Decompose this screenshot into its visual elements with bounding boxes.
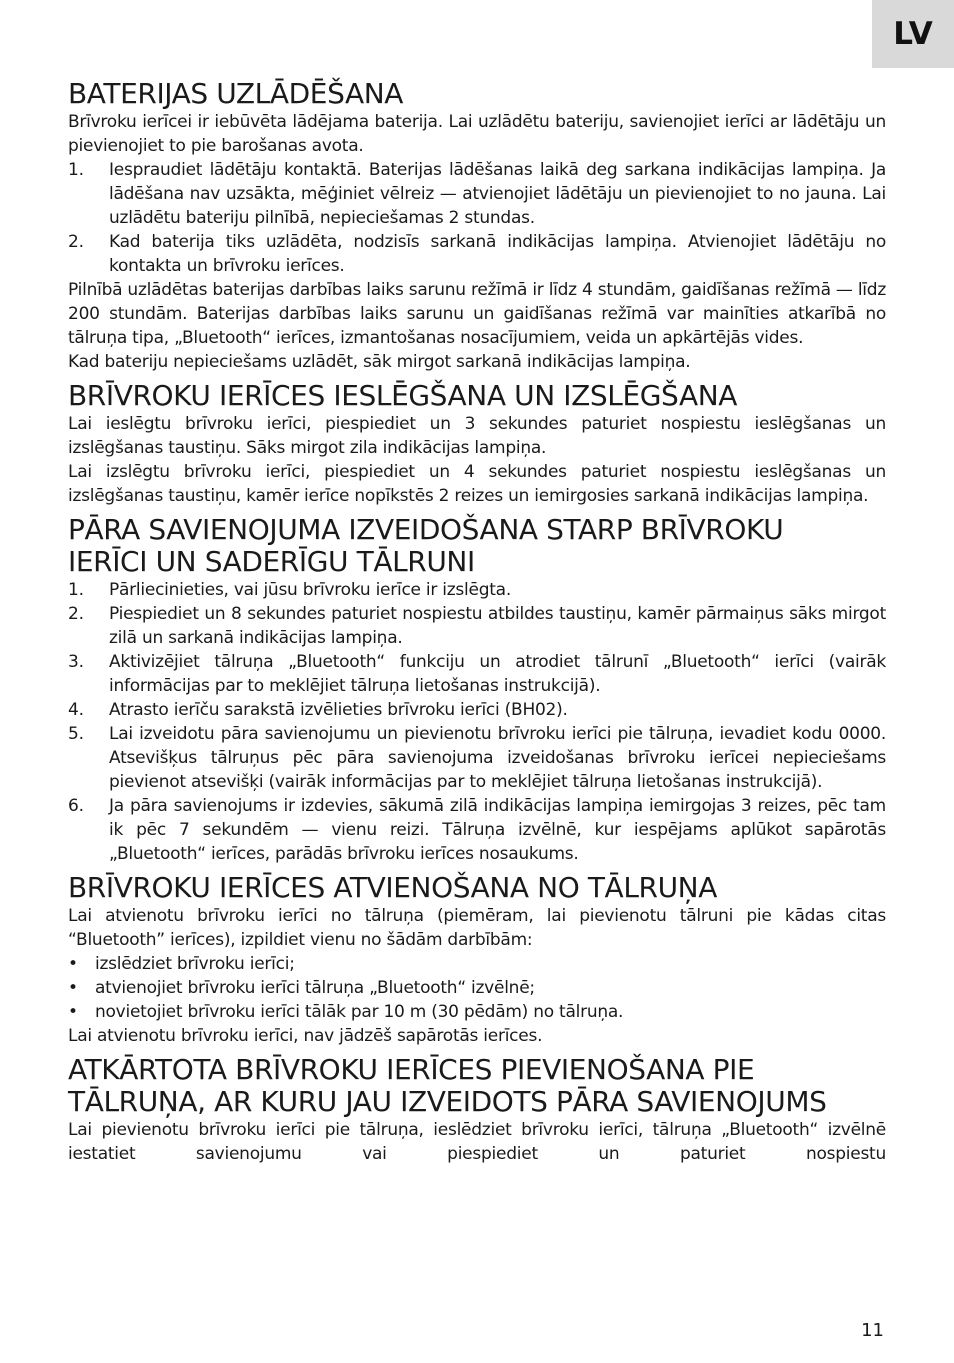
list-text: Lai izveidotu pāra savienojumu un pievienotu brīvroku ierīci pie tālruņa, ievadiet kodu 0000. Atsevišķus tālruņus pēc pāra savienojuma izveidošanas brīvroku ierīcei nepieciešams pievienot atsevišķi (vairāk informācijas par to meklējiet tālruņa lietošanas instrukcijā). [109, 724, 886, 792]
section-pairing [68, 514, 886, 866]
list-number: 5. [68, 724, 84, 744]
list-number: 4. [68, 700, 84, 720]
list-number: 2. [68, 232, 84, 252]
list-number: 1. [68, 160, 84, 180]
section-power-on-off [68, 380, 886, 508]
list-text: Aktivizējiet tālruņa „Bluetooth“ funkciju un atrodiet tālrunī „Bluetooth“ ierīci (vairāk informācijas par to meklējiet tālruņa lietošanas instrukcijā). [109, 652, 886, 696]
list-number: 2. [68, 604, 84, 624]
list-item [68, 952, 886, 976]
section-title-line: IERĪCI UN SADERĪGU TĀLRUNI [68, 545, 475, 578]
section-title-line: TĀLRUŅA, AR KURU JAU IZVEIDOTS PĀRA SAVIENOJUMS [68, 1085, 827, 1118]
list-number: 1. [68, 580, 84, 600]
list-item [68, 698, 886, 722]
paragraph: Lai atvienotu brīvroku ierīci, nav jādzēš sapārotās ierīces. [68, 1026, 543, 1046]
list-text: novietojiet brīvroku ierīci tālāk par 10 m (30 pēdām) no tālruņa. [95, 1002, 624, 1022]
list-item [68, 976, 886, 1000]
list-text: Iespraudiet lādētāju kontaktā. Baterijas lādēšanas laikā deg sarkana indikācijas lampiņa. Ja lādēšana nav uzsākta, mēģiniet vēlreiz — atvienojiet lādētāju un pievienojiet to no jauna. Lai uzlādētu bateriju pilnībā, nepieciešamas 2 stundas. [109, 160, 886, 228]
section-title: BRĪVROKU IERĪCES ATVIENOŠANA NO TĀLRUŅA [68, 871, 717, 904]
bullet-icon: • [68, 978, 78, 998]
list-text: Ja pāra savienojums ir izdevies, sākumā zilā indikācijas lampiņa iemirgojas 3 reizes, pēc tam ik pēc 7 sekundēm — vienu reizi. Tālruņa izvēlnē, kur iespējams aplūkot sapārotās „Bluetooth“ ierīces, parādās brīvroku ierīces nosaukums. [109, 796, 886, 864]
paragraph: Lai pievienotu brīvroku ierīci pie tālruņa, ieslēdziet brīvroku ierīci, tālruņa „Bluetooth“ izvēlnē iestatiet savienojumu vai piespiediet un paturiet nospiestu [68, 1120, 886, 1164]
list-text: Pārliecinieties, vai jūsu brīvroku ierīce ir izslēgta. [109, 580, 512, 600]
section-title-line: ATKĀRTOTA BRĪVROKU IERĪCES PIEVIENOŠANA PIE [68, 1053, 755, 1086]
list-text: Piespiediet un 8 sekundes paturiet nospiestu atbildes taustiņu, kamēr pārmaiņus sāks mirgot zilā un sarkanā indikācijas lampiņa. [109, 604, 886, 648]
section-title: BRĪVROKU IERĪCES IESLĒGŠANA UN IZSLĒGŠANA [68, 379, 737, 412]
numbered-list [68, 578, 886, 866]
section-title [68, 1054, 886, 1118]
bullet-icon: • [68, 1002, 78, 1022]
list-text: Atrasto ierīču sarakstā izvēlieties brīvroku ierīci (BH02). [109, 700, 568, 720]
paragraph: Kad bateriju nepieciešams uzlādēt, sāk mirgot sarkanā indikācijas lampiņa. [68, 352, 691, 372]
list-number: 6. [68, 796, 84, 816]
list-item [68, 602, 886, 650]
list-item [68, 794, 886, 866]
language-tab: LV [872, 0, 954, 68]
section-title: BATERIJAS UZLĀDĒŠANA [68, 77, 404, 110]
list-text: atvienojiet brīvroku ierīci tālruņa „Bluetooth“ izvēlnē; [95, 978, 535, 998]
section-reconnect [68, 1054, 886, 1166]
bullet-icon: • [68, 954, 78, 974]
section-disconnect [68, 872, 886, 1048]
numbered-list [68, 158, 886, 278]
page-content [68, 78, 886, 1166]
section-title [68, 514, 886, 578]
section-title-line: PĀRA SAVIENOJUMA IZVEIDOŠANA STARP BRĪVROKU [68, 513, 784, 546]
list-number: 3. [68, 652, 84, 672]
list-item [68, 158, 886, 230]
list-item [68, 722, 886, 794]
list-item [68, 230, 886, 278]
section-battery-charging [68, 78, 886, 374]
paragraph: Pilnībā uzlādētas baterijas darbības laiks sarunu režīmā ir līdz 4 stundām, gaidīšanas režīmā — līdz 200 stundām. Baterijas darbības laiks sarunu un gaidīšanas režīmā var mainīties atkarībā no tālruņa tipa, „Bluetooth“ ierīces, izmantošanas nosacījumiem, veida un apkārtējās vides. [68, 280, 886, 348]
paragraph: Lai izslēgtu brīvroku ierīci, piespiediet un 4 sekundes paturiet nospiestu ieslēgšanas un izslēgšanas taustiņu, kamēr ierīce nopīkstēs 2 reizes un iemirgosies sarkanā indikācijas lampiņa. [68, 462, 886, 506]
bullet-list [68, 952, 886, 1024]
paragraph: Lai ieslēgtu brīvroku ierīci, piespiediet un 3 sekundes paturiet nospiestu ieslēgšanas un izslēgšanas taustiņu. Sāks mirgot zila indikācijas lampiņa. [68, 414, 886, 458]
list-text: Kad baterija tiks uzlādēta, nodzisīs sarkanā indikācijas lampiņa. Atvienojiet lādētāju no kontakta un brīvroku ierīces. [109, 232, 886, 276]
list-item [68, 650, 886, 698]
page-number: 11 [861, 1320, 884, 1341]
list-text: izslēdziet brīvroku ierīci; [95, 954, 295, 974]
list-item [68, 1000, 886, 1024]
paragraph: Brīvroku ierīcei ir iebūvēta lādējama baterija. Lai uzlādētu bateriju, savienojiet ierīci ar lādētāju un pievienojiet to pie barošanas avota. [68, 112, 886, 156]
list-item [68, 578, 886, 602]
paragraph: Lai atvienotu brīvroku ierīci no tālruņa (piemēram, lai pievienotu tālruni pie kādas citas “Bluetooth” ierīces), izpildiet vienu no šādām darbībām: [68, 906, 886, 950]
